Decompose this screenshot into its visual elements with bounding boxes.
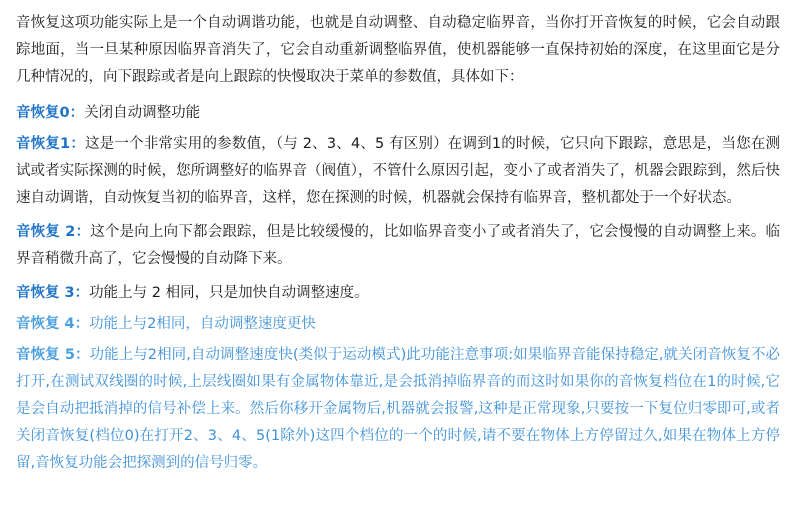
entry-3-text: 功能上与 2 相同，只是加快自动调整速度。 (89, 285, 369, 301)
entry-2-label: 音恢复 2： (16, 224, 91, 240)
entry-0 (16, 100, 780, 127)
entry-3-label: 音恢复 3： (16, 285, 90, 301)
intro-paragraph: 音恢复这项功能实际上是一个自动调谐功能，也就是自动调整、自动稳定临界音，当你打开音恢复的时候，它会自动跟踪地面，当一旦某种原因临界音消失了，它会自动重新调整临界值，使机器能够一直保持初始的深度，在这里面它是分几种情况的，向下跟踪或者是向上跟踪的快慢取决于菜单的参数值，具体如下： (16, 15, 780, 85)
entry-2 (16, 219, 780, 273)
entry-3 (16, 280, 780, 307)
entry-1-text: 这是一个非常实用的参数值，（与 2、3、4、5 有区别）在调到1的时候，它只向下跟踪，意思是，当您在测试或者实际探测的时候，您所调整好的临界音（阀值），不管什么原因引起，变小了或者消失了，机器会跟踪到，然后快速自动调谐，自动恢复当初的临界音，这样，您在探测的时候，机器就会保持有临界音，整机都处于一个好状态。 (16, 136, 780, 206)
entry-5-label: 音恢复 5： (16, 347, 90, 363)
entry-4 (16, 311, 780, 338)
entry-4-text: 功能上与2相同，自动调整速度更快 (89, 316, 316, 332)
entry-1 (16, 131, 780, 212)
entry-0-text: 关闭自动调整功能 (84, 105, 201, 121)
entry-1-label: 音恢复1： (16, 136, 85, 152)
entry-4-label: 音恢复 4： (16, 316, 90, 332)
entry-5 (16, 342, 780, 477)
entry-5-text: 功能上与2相同,自动调整速度快(类似于运动模式)此功能注意事项:如果临界音能保持稳定,就关闭音恢复不必打开,在测试双线圈的时候,上层线圈如果有金属物体靠近,是会抵消掉临界音的而这时如果你的音恢复档位在1的时候,它是会自动把抵消掉的信号补偿上来。然后你移开金属物后,机器就会报警,这种是正常现象,只要按一下复位归零即可,或者关闭音恢复(档位0)在打开2、3、4、5(1除外)这四个档位的一个的时候,请不要在物体上方停留过久,如果在物体上方停留,音恢复功能会把探测到的信号归零。 (16, 347, 781, 471)
entry-2-text: 这个是向上向下都会跟踪，但是比较缓慢的，比如临界音变小了或者消失了，它会慢慢的自动调整上来。临界音稍微升高了，它会慢慢的自动降下来。 (16, 224, 780, 267)
entry-0-label: 音恢复0： (16, 105, 85, 121)
